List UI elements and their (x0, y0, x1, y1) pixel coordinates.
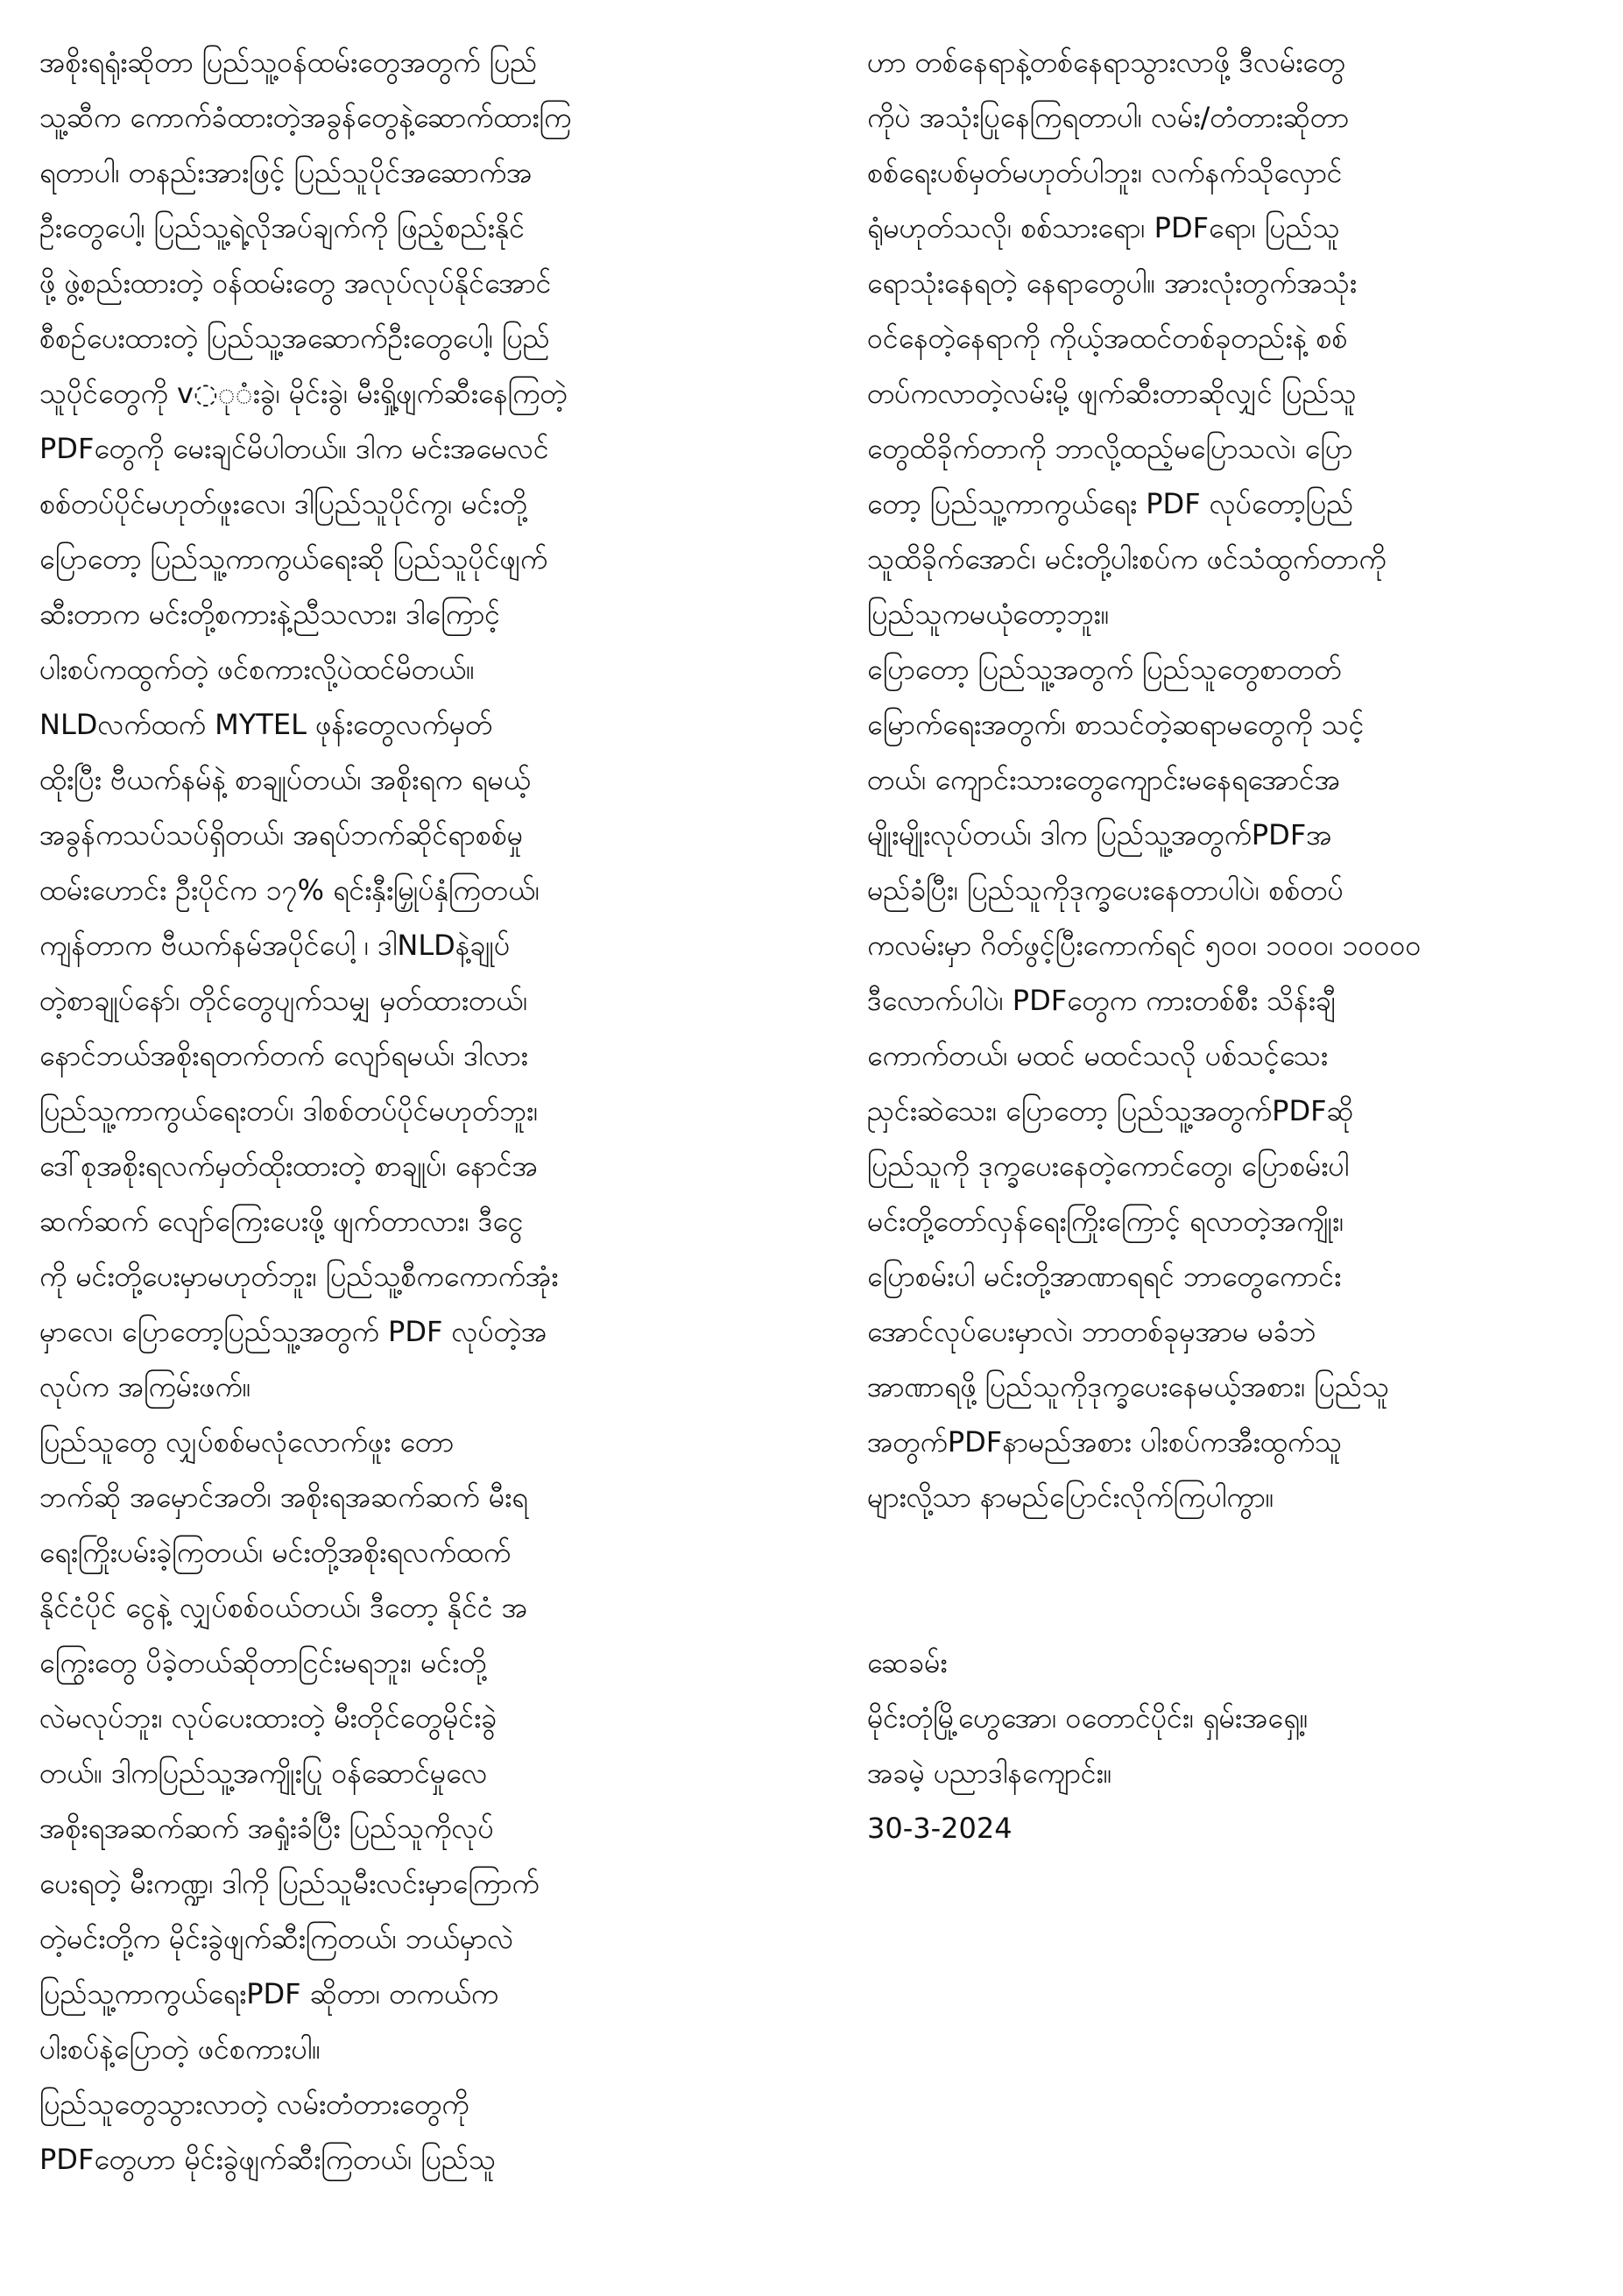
signature-school: အခမဲ့ ပညာဒါနကျောင်း။ (867, 1756, 1112, 1790)
signature-date: 30-3-2024 (867, 1812, 1013, 1845)
paragraph: ပြောတော့ ပြည်သူ့အတွက် ပြည်သူတွေစာတတ် မြောက်ရေးအတွက်၊ စာသင်တဲ့ဆရာမတွေကို သင့် တယ်၊ ကျောင်းသားတွေကျောင်းမနေရအောင်အ မျိုးမျိုးလုပ်တယ်၊ ဒါက ပြည်သူ့အတွက်PDFအ မည်ခံပြီး၊ ပြည်သူကိုဒုက္ခပေးနေတာပါပဲ၊ စစ်တပ် ကလမ်းမှာ ဂိတ်ဖွင့်ပြီးကောက်ရင် ၅၀၀၊ ၁၀၀၀၊ ၁၀၀၀၀ ဒီလောက်ပါပဲ၊ PDFတွေက ကားတစ်စီး သိန်းချီ ကောက်တယ်၊ မထင် မထင်သလို ပစ်သင့်သေး ညှင်းဆဲသေး၊ ပြောတော့ ပြည်သူ့အတွက်PDFဆို ပြည်သူကို ဒုက္ခပေးနေတဲ့ကောင်တွေ၊ ပြောစမ်းပါ မင်းတို့တော်လှန်ရေးကြိုးကြောင့် ရလာတဲ့အကျိုး၊ ပြောစမ်းပါ မင်းတို့အာဏာရရင် ဘာတွေကောင်း အောင်လုပ်ပေးမှာလဲ၊ ဘာတစ်ခုမှအာမ မခံဘဲ အာဏာရဖို့ ပြည်သူကိုဒုက္ခပေးနေမယ့်အစား၊ ပြည်သူ အတွက်PDFနာမည်အစား ပါးစပ်ကအီးထွက်သူ များလို့သာ နာမည်ပြောင်းလိုက်ကြပါကွာ။ (867, 653, 1422, 1514)
paragraph: ပြည်သူတွေ လျှပ်စစ်မလုံလောက်ဖူး တော ဘက်ဆို အမှောင်အတိ၊ အစိုးရအဆက်ဆက် မီးရ ရေးကြိုးပမ်းခဲ့ကြတယ်၊ မင်းတို့အစိုးရလက်ထက် နိုင်ငံပိုင် ငွေနဲ့ လျှပ်စစ်ဝယ်တယ်၊ ဒီတော့ နိုင်ငံ အ ကြွေးတွေ ပိခဲ့တယ်ဆိုတာငြင်းမရဘူး၊ မင်းတို့ လဲမလုပ်ဘူး၊ လုပ်ပေးထားတဲ့ မီးတိုင်တွေမိုင်းခွဲ တယ်။ ဒါကပြည်သူ့အကျိုးပြု ဝန်ဆောင်မှုလေ အစိုးရအဆက်ဆက် အရှုံးခံပြီး ပြည်သူကိုလုပ် ပေးရတဲ့ မီးကဏ္ဍ၊ ဒါကို ပြည်သူမီးလင်းမှာကြောက် တဲ့မင်းတို့က မိုင်းခွဲဖျက်ဆီးကြတယ်၊ ဘယ်မှာလဲ ပြည်သူ့ကာကွယ်ရေးPDF ဆိုတာ၊ တကယ်က ပါးစပ်နဲ့ပြောတဲ့ ဖင်စကားပါ။ (39, 1425, 540, 2066)
right-column (867, 35, 1585, 1856)
paragraph: ဟာ တစ်နေရာနဲ့တစ်နေရာသွားလာဖို့ ဒီလမ်းတွေ ကိုပဲ အသုံးပြုနေကြရတာပါ၊ လမ်း/တံတားဆိုတာ စစ်ရေးပစ်မှတ်မဟုတ်ပါဘူး၊ လက်နက်သိုလှောင် ရုံမဟုတ်သလို၊ စစ်သားရော၊ PDFရော၊ ပြည်သူ ရောသုံးနေရတဲ့ နေရာတွေပါ။ အားလုံးတွက်အသုံး ဝင်နေတဲ့နေရာကို ကိုယ့်အထင်တစ်ခုတည်းနဲ့ စစ် တပ်ကလာတဲ့လမ်းမို့ ဖျက်ဆီးတာဆိုလျှင် ပြည်သူ တွေထိခိုက်တာကို ဘာလို့ထည့်မပြောသလဲ၊ ပြော တော့ ပြည်သူ့ကာကွယ်ရေး PDF လုပ်တော့ပြည် သူထိခိုက်အောင်၊ မင်းတို့ပါးစပ်က ဖင်သံထွက်တာကို ပြည်သူကမယုံတော့ဘူး။ (867, 46, 1387, 631)
signature-label: ဆေခမ်း (867, 1646, 948, 1679)
paragraph: အစိုးရရုံးဆိုတာ ပြည်သူ့ဝန်ထမ်းတွေအတွက် ပြည် သူ့ဆီက ကောက်ခံထားတဲ့အခွန်တွေနဲ့ဆောက်ထားကြ ရတာပါ၊ တနည်းအားဖြင့် ပြည်သူပိုင်အဆောက်အ ဦးတွေပေါ့၊ ပြည်သူ့ရဲ့လိုအပ်ချက်ကို ဖြည့်စည်းနိုင် ဖို့ ဖွဲ့စည်းထားတဲ့ ဝန်ထမ်းတွေ အလုပ်လုပ်နိုင်အောင် စီစဉ်ပေးထားတဲ့ ပြည်သူ့အဆောက်ဦးတွေပေါ့၊ ပြည် သူပိုင်တွေကို v◌ု◌ံးခွဲ၊ မိုင်းခွဲ၊ မီးရှို့ဖျက်ဆီးနေကြတဲ့ PDFတွေကို မေးချင်မိပါတယ်။ ဒါက မင်းအမေလင် စစ်တပ်ပိုင်မဟုတ်ဖူးလေ၊ ဒါပြည်သူပိုင်ကွ၊ မင်းတို့ ပြောတော့ ပြည်သူ့ကာကွယ်ရေးဆို ပြည်သူပိုင်ဖျက် ဆီးတာက မင်းတို့စကားနဲ့ညီသလား၊ ဒါကြောင့် ပါးစပ်ကထွက်တဲ့ ဖင်စကားလို့ပဲထင်မိတယ်။ (39, 46, 572, 686)
left-column (39, 35, 723, 2187)
signature-block (867, 1635, 1585, 1856)
paragraph: ပြည်သူတွေသွားလာတဲ့ လမ်းတံတားတွေကို PDFတွေဟာ မိုင်းခွဲဖျက်ဆီးကြတယ်၊ ပြည်သူ (39, 2088, 497, 2176)
paragraph: NLDလက်ထက် MYTEL ဖုန်းတွေလက်မှတ် ထိုးပြီး ဗီယက်နမ်နဲ့ စာချုပ်တယ်၊ အစိုးရက ရမယ့် အခွန်ကသပ်သပ်ရှိတယ်၊ အရပ်ဘက်ဆိုင်ရာစစ်မှု ထမ်းဟောင်း ဦးပိုင်က ၁၇% ရင်းနှီးမြှုပ်နှံကြတယ်၊ ကျန်တာက ဗီယက်နမ်အပိုင်ပေါ့ ၊ ဒါNLDနဲ့ချုပ် တဲ့စာချုပ်နော်၊ တိုင်တွေပျက်သမျှ မှတ်ထားတယ်၊ နောင်ဘယ်အစိုးရတက်တက် လျော်ရမယ်၊ ဒါလား ပြည်သူ့ကာကွယ်ရေးတပ်၊ ဒါစစ်တပ်ပိုင်မဟုတ်ဘူး၊ ဒေါ်စုအစိုးရလက်မှတ်ထိုးထားတဲ့ စာချုပ်၊ နောင်အ ဆက်ဆက် လျော်ကြေးပေးဖို့ ဖျက်တာလား၊ ဒီငွေ ကို မင်းတို့ပေးမှာမဟုတ်ဘူး၊ ပြည်သူ့စီကကောက်အုံး မှာလေ၊ ပြောတော့ပြည်သူ့အတွက် PDF လုပ်တဲ့အ လုပ်က အကြမ်းဖက်။ (39, 708, 559, 1403)
signature-location: မိုင်းတုံမြို့ဟွေအော၊ ဝတောင်ပိုင်း၊ ရှမ်းအရှေ့။ (867, 1701, 1309, 1734)
